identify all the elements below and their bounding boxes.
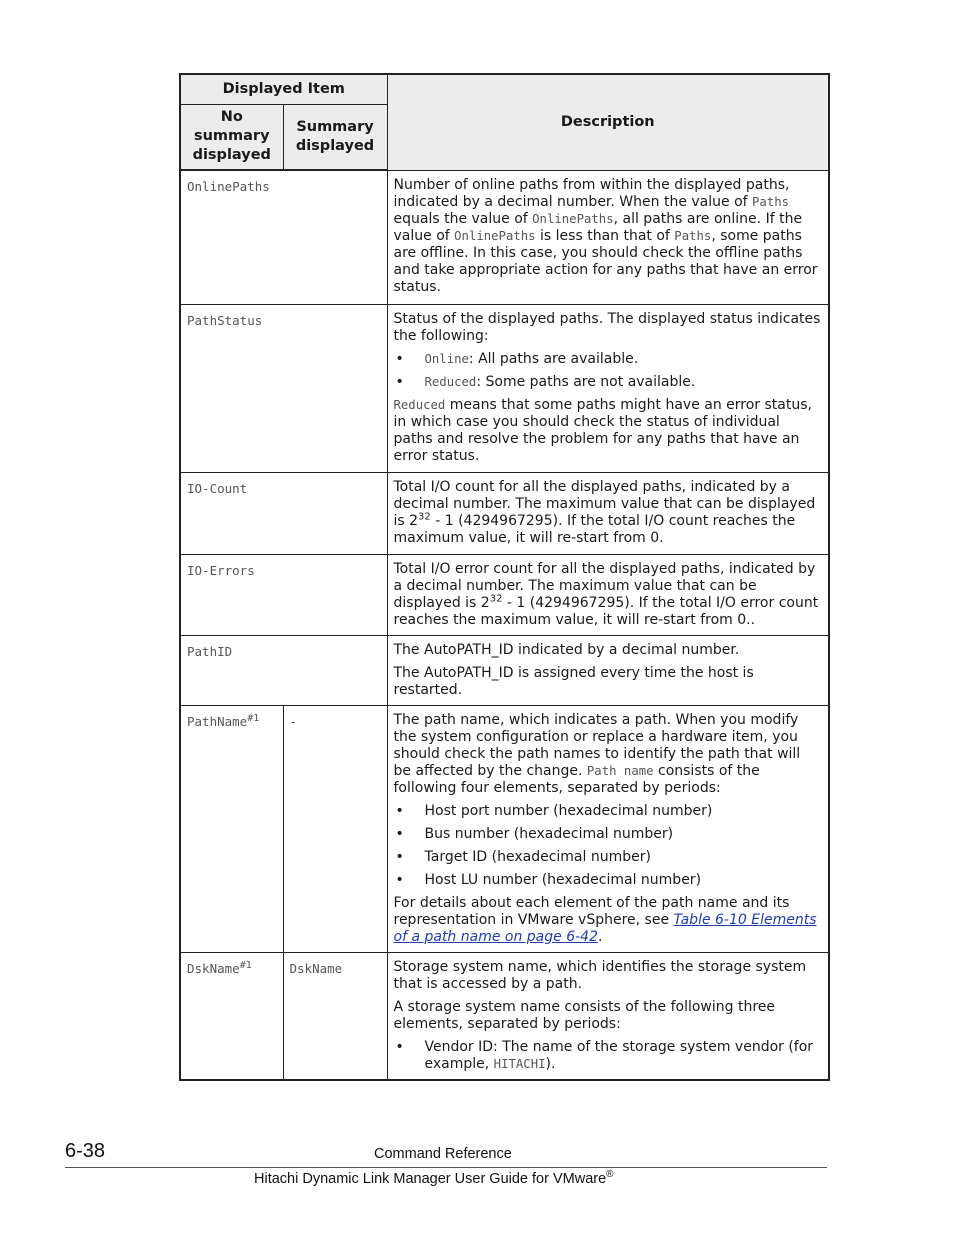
item-description: Total I/O count for all the displayed paths, indicated by a decimal number. The maximum value that can be displayed is $2^{32} - 1$ (4294967295). If the total I/O count reaches the maximum value, it will re-start from 0. bbox=[387, 472, 829, 554]
item-description: The AutoPATH_ID indicated by a decimal number. The AutoPATH_ID is assigned every time the host is restarted. bbox=[387, 635, 829, 705]
footer-book-title: Hitachi Dynamic Link Manager User Guide for VMware® bbox=[254, 1169, 614, 1187]
item-description: Storage system name, which identifies the storage system that is accessed by a path. A storage system name consists of the following three elements, separated by periods: • Vendor ID: The name of the storage system vendor (for example, HITACHI). bbox=[387, 952, 829, 1080]
path-elements-list bbox=[394, 803, 822, 889]
table-row bbox=[180, 170, 829, 304]
header-no-summary: No summary displayed bbox=[180, 104, 283, 170]
footer-divider bbox=[65, 1167, 827, 1168]
table-row bbox=[180, 705, 829, 952]
footer-section-title: Command Reference bbox=[374, 1146, 512, 1162]
list-item: • Bus number (hexadecimal number) bbox=[394, 826, 822, 843]
list-item: • Host LU number (hexadecimal number) bbox=[394, 872, 822, 889]
displayed-items-table bbox=[179, 73, 830, 1081]
status-list bbox=[394, 351, 822, 391]
list-item: • Vendor ID: The name of the storage system vendor (for example, HITACHI). bbox=[394, 1039, 822, 1073]
item-summary-name: - bbox=[283, 705, 387, 952]
item-name: DskName$^{\#1}$ bbox=[180, 952, 283, 1080]
item-description: The path name, which indicates a path. When you modify the system configuration or replace a hardware item, you should check the path names to identify the path that will be affected by the change. Path name consists of the following four elements, separated by periods: • Host port number (hexadecimal number) • Bus number (hexadecimal number) • Target ID (hexadecimal number) • Host LU number (hexadecimal number) For details about each element of the path name and its representation in VMware vSphere, see Table 6-10 Elements of a path name on page 6-42. bbox=[387, 705, 829, 952]
header-displayed-item: Displayed Item bbox=[180, 74, 387, 104]
table-row bbox=[180, 554, 829, 635]
item-description: Status of the displayed paths. The displayed status indicates the following: • Online: All paths are available. • Reduced: Some paths are not available. Reduced means that some paths might have an error status, in which case you should check the status of individual paths and resolve the problem for any paths that have an error status. bbox=[387, 304, 829, 472]
item-description: Total I/O error count for all the displayed paths, indicated by a decimal number. The maximum value that can be displayed is $2^{32} - 1$ (4294967295). If the total I/O error count reaches the maximum value, it will re-start from 0.. bbox=[387, 554, 829, 635]
item-name: IO-Errors bbox=[180, 554, 387, 635]
storage-elements-list bbox=[394, 1039, 822, 1073]
list-item: • Online: All paths are available. bbox=[394, 351, 822, 368]
item-name: IO-Count bbox=[180, 472, 387, 554]
item-name: OnlinePaths bbox=[180, 170, 387, 304]
item-name: PathID bbox=[180, 635, 387, 705]
item-name: PathName$^{\#1}$ bbox=[180, 705, 283, 952]
list-item: • Reduced: Some paths are not available. bbox=[394, 374, 822, 391]
table-row bbox=[180, 635, 829, 705]
table-row bbox=[180, 304, 829, 472]
table-6-10-link[interactable]: Table 6-10 Elements of a path name on page 6-42 bbox=[393, 911, 817, 945]
item-description: Number of online paths from within the displayed paths, indicated by a decimal number. When the value of Paths equals the value of OnlinePaths, all paths are online. If the value of OnlinePaths is less than that of Paths, some paths are offline. In this case, you should check the offline paths and take appropriate action for any paths that have an error status. bbox=[387, 170, 829, 304]
item-summary-name: DskName bbox=[283, 952, 387, 1080]
page-number: 6-38 bbox=[65, 1140, 106, 1162]
table-row bbox=[180, 952, 829, 1080]
list-item: • Target ID (hexadecimal number) bbox=[394, 849, 822, 866]
table-row bbox=[180, 472, 829, 554]
list-item: • Host port number (hexadecimal number) bbox=[394, 803, 822, 820]
header-summary: Summary displayed bbox=[283, 104, 387, 170]
header-description: Description bbox=[387, 74, 829, 170]
item-name: PathStatus bbox=[180, 304, 387, 472]
